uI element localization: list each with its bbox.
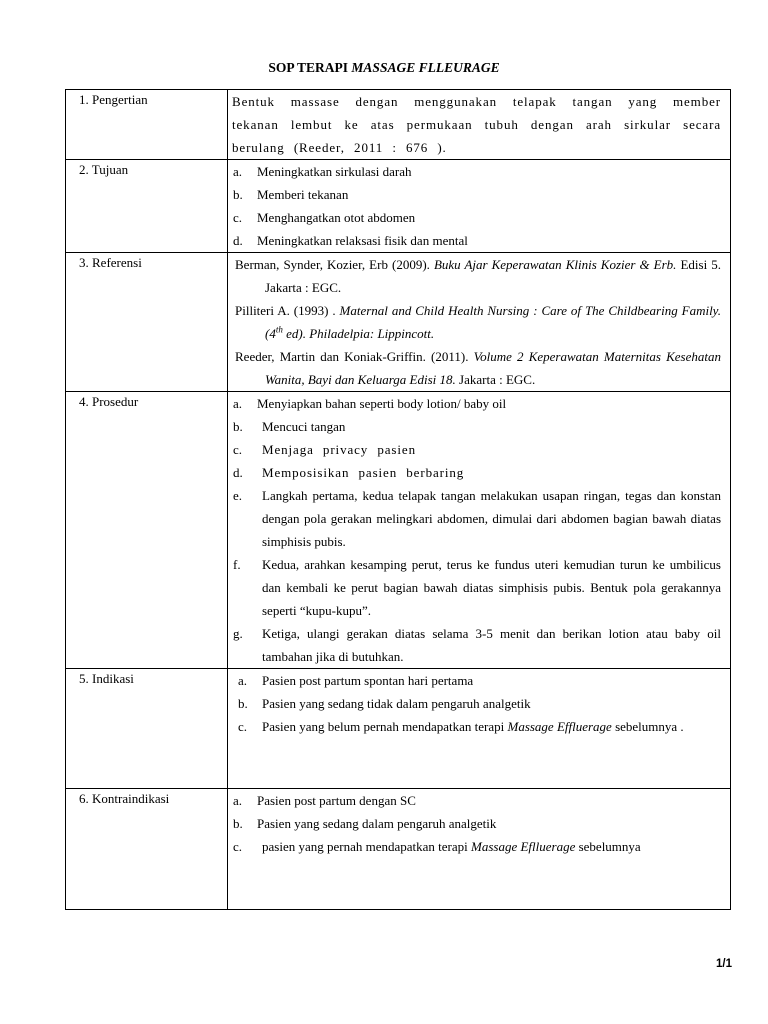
- list-item: [232, 415, 721, 438]
- row-label: 3. Referensi: [66, 253, 228, 392]
- item-letter: c.: [233, 210, 243, 225]
- item-text: Mencuci tangan: [262, 419, 346, 434]
- item-letter: c.: [233, 839, 243, 854]
- row-content: [228, 253, 731, 392]
- item-text: Meningkatkan relaksasi fisik dan mental: [257, 233, 468, 248]
- item-letter: a.: [238, 673, 248, 688]
- list-item: [232, 484, 721, 553]
- ref-title: Volume 2 Keperawatan Maternitas Kesehatan Wanita, Bayi dan Keluarga Edisi 18.: [265, 349, 721, 387]
- row-label: 1. Pengertian: [66, 90, 228, 160]
- table-row: [66, 392, 731, 669]
- item-text: Memposisikan pasien berbaring: [262, 465, 465, 480]
- definition-text: Bentuk massase dengan menggunakan telapak tangan yang member tekanan lembut ke atas permukaan tubuh dengan arah sirkular secara berulang (Reeder, 2011 : 676 ).: [232, 94, 721, 155]
- ref-text: Berman, Synder, Kozier, Erb (2009).: [235, 257, 434, 272]
- item-letter: b.: [233, 187, 243, 202]
- item-text: Pasien yang sedang dalam pengaruh analgetik: [257, 816, 497, 831]
- ref-title: Buku Ajar Keperawatan Klinis Kozier & Erb.: [433, 257, 677, 272]
- item-letter: g.: [233, 626, 243, 641]
- item-text: pasien yang pernah mendapatkan terapi: [262, 839, 471, 854]
- list-item: [232, 438, 721, 461]
- row-content: [228, 392, 731, 669]
- list-item: [232, 812, 721, 835]
- item-letter: c.: [233, 442, 243, 457]
- item-term: Massage Effluerage: [507, 719, 612, 734]
- list-item: [232, 160, 721, 183]
- list-item: [232, 183, 721, 206]
- list-item: [232, 206, 721, 229]
- item-text: Meningkatkan sirkulasi darah: [257, 164, 412, 179]
- title-prefix: SOP TERAPI: [268, 60, 349, 75]
- list-item: [232, 789, 721, 812]
- list-item: [232, 392, 721, 415]
- item-text: Ketiga, ulangi gerakan diatas selama 3-5 menit dan berikan lotion atau baby oil tambahan jika di butuhkan.: [262, 626, 721, 664]
- title-italic: MASSAGE FLLEURAGE: [351, 60, 500, 75]
- item-term: Massage Eflluerage: [471, 839, 576, 854]
- item-text: Menghangatkan otot abdomen: [257, 210, 416, 225]
- table-row: [66, 669, 731, 789]
- item-text: Langkah pertama, kedua telapak tangan melakukan usapan ringan, tegas dan konstan dengan pola gerakan melingkari abdomen, dimulai dari abdomen bagian bawah diatas simphisis pubis.: [262, 488, 721, 549]
- ref-superscript: th: [275, 324, 283, 335]
- item-text: Kedua, arahkan kesamping perut, terus ke fundus uteri kemudian turun ke umbilicus dan kembali ke perut bagian bawah diatas simphisis pubis. Bentuk pola gerakannya seperti “kupu-kupu”.: [262, 557, 721, 618]
- item-text: sebelumnya: [575, 839, 641, 854]
- item-letter: d.: [233, 233, 243, 248]
- item-letter: d.: [233, 465, 243, 480]
- list-item: [232, 692, 721, 715]
- sop-table: [65, 89, 731, 910]
- ref-text: Edisi 5. Jakarta : EGC.: [265, 257, 721, 295]
- item-text: Memberi tekanan: [257, 187, 349, 202]
- row-content: [228, 789, 731, 910]
- item-letter: f.: [233, 557, 241, 572]
- table-row: [66, 789, 731, 910]
- table-row: [66, 253, 731, 392]
- document-title: [0, 60, 768, 76]
- list-item: [232, 669, 721, 692]
- item-text: Pasien yang belum pernah mendapatkan terapi: [262, 719, 508, 734]
- list-item: [232, 715, 721, 738]
- reference-item: [232, 299, 721, 345]
- row-label: 4. Prosedur: [66, 392, 228, 669]
- ref-title: ed). Philadelpia: Lippincott.: [282, 326, 435, 341]
- item-letter: b.: [233, 419, 243, 434]
- row-label: 2. Tujuan: [66, 160, 228, 253]
- item-letter: a.: [233, 793, 243, 808]
- item-letter: a.: [233, 396, 243, 411]
- row-label: 6. Kontraindikasi: [66, 789, 228, 910]
- item-letter: a.: [233, 164, 243, 179]
- ref-title: Maternal and Child Health Nursing : Care of The Childbearing Family. (4: [265, 303, 721, 341]
- item-text: Pasien post partum dengan SC: [257, 793, 416, 808]
- ref-text: Jakarta : EGC.: [455, 372, 536, 387]
- reference-item: [232, 253, 721, 299]
- item-letter: c.: [238, 719, 248, 734]
- item-text: Menjaga privacy pasien: [262, 442, 416, 457]
- list-item: [232, 553, 721, 622]
- table-row: [66, 90, 731, 160]
- list-item: [232, 622, 721, 668]
- item-text: Menyiapkan bahan seperti body lotion/ baby oil: [257, 396, 507, 411]
- item-text: Pasien yang sedang tidak dalam pengaruh analgetik: [262, 696, 531, 711]
- reference-item: [232, 345, 721, 391]
- ref-text: Reeder, Martin dan Koniak-Griffin. (2011).: [235, 349, 474, 364]
- row-content: [228, 669, 731, 789]
- item-letter: b.: [233, 816, 243, 831]
- ref-text: Pilliteri A. (1993) .: [235, 303, 340, 318]
- list-item: [232, 461, 721, 484]
- page-number: 1/1: [716, 958, 732, 970]
- list-item: [232, 229, 721, 252]
- list-item: [232, 835, 721, 858]
- row-content: [228, 90, 731, 160]
- item-letter: e.: [233, 488, 243, 503]
- item-text: sebelumnya .: [611, 719, 684, 734]
- item-letter: b.: [238, 696, 248, 711]
- row-content: [228, 160, 731, 253]
- table-row: [66, 160, 731, 253]
- row-label: 5. Indikasi: [66, 669, 228, 789]
- item-text: Pasien post partum spontan hari pertama: [262, 673, 474, 688]
